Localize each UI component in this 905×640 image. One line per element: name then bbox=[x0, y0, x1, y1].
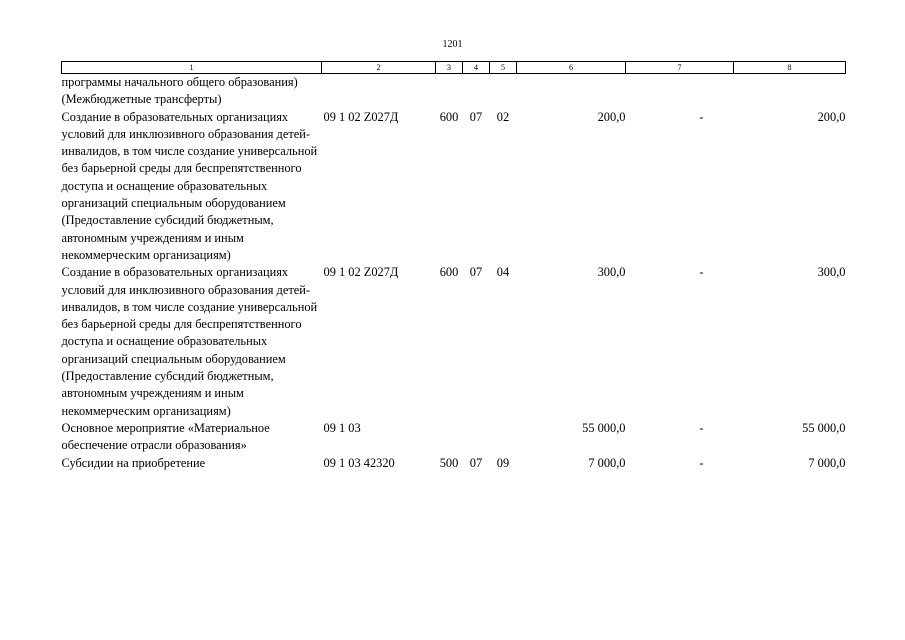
budget-table bbox=[61, 61, 846, 472]
row-pr: 09 bbox=[496, 455, 510, 470]
row-sum-3 bbox=[734, 74, 846, 109]
row-name: Основное мероприятие «Материальное обеспечение отрасли образования» bbox=[61, 420, 270, 453]
table-row bbox=[62, 264, 846, 420]
row-sum-1 bbox=[517, 74, 626, 109]
row-sum-2: - bbox=[699, 420, 704, 435]
row-sum-3: 55 000,0 bbox=[802, 420, 846, 435]
row-code: 09 1 03 bbox=[323, 420, 361, 435]
column-header: 6 bbox=[517, 62, 626, 74]
row-name: Субсидии на приобретение bbox=[61, 455, 206, 470]
row-rz: 07 bbox=[469, 109, 483, 124]
row-code: 09 1 02 Z027Д bbox=[323, 265, 399, 280]
row-sum-1: 7 000,0 bbox=[588, 455, 626, 470]
row-vr: 600 bbox=[439, 109, 459, 124]
row-pr: 02 bbox=[496, 109, 510, 124]
row-sum-3: 300,0 bbox=[817, 265, 846, 280]
row-code: 09 1 02 Z027Д bbox=[323, 109, 399, 124]
table-row bbox=[62, 74, 846, 109]
row-code: 09 1 03 42320 bbox=[323, 455, 395, 470]
column-header: 7 bbox=[626, 62, 734, 74]
row-name: Создание в образовательных организациях условий для инклюзивного образования детей-инвалидов, в том числе создание универсальной без барьерной среды для беспрепятственного доступа и оснащение образовательных организаций специальным оборудованием (Предоставление субсидий бюджетным, автономным учреждениям и иным некоммерческим организациям) bbox=[61, 109, 318, 262]
row-pr bbox=[490, 74, 517, 109]
row-sum-3: 200,0 bbox=[817, 109, 846, 124]
row-sum-2: - bbox=[699, 455, 704, 470]
row-sum-1: 55 000,0 bbox=[582, 420, 626, 435]
row-rz: 07 bbox=[469, 455, 483, 470]
row-rz bbox=[463, 420, 490, 455]
table-row bbox=[62, 455, 846, 472]
row-sum-2: - bbox=[699, 265, 704, 280]
column-number-row bbox=[62, 62, 846, 74]
row-name: Создание в образовательных организациях условий для инклюзивного образования детей-инвалидов, в том числе создание универсальной без барьерной среды для беспрепятственного доступа и оснащение образовательных организаций специальным оборудованием (Предоставление субсидий бюджетным, автономным учреждениям и иным некоммерческим организациям) bbox=[61, 265, 318, 418]
column-header: 2 bbox=[322, 62, 436, 74]
row-sum-1: 300,0 bbox=[597, 265, 626, 280]
row-vr bbox=[436, 420, 463, 455]
table-row bbox=[62, 109, 846, 265]
row-rz: 07 bbox=[469, 265, 483, 280]
row-sum-2 bbox=[626, 74, 734, 109]
row-pr: 04 bbox=[496, 265, 510, 280]
row-code bbox=[322, 74, 436, 109]
row-sum-3: 7 000,0 bbox=[808, 455, 846, 470]
row-sum-2: - bbox=[699, 109, 704, 124]
row-vr: 600 bbox=[439, 265, 459, 280]
row-vr: 500 bbox=[439, 455, 459, 470]
row-name: программы начального общего образования) (Межбюджетные трансферты) bbox=[61, 75, 298, 107]
column-header: 5 bbox=[490, 62, 517, 74]
row-sum-1: 200,0 bbox=[597, 109, 626, 124]
table-row bbox=[62, 420, 846, 455]
row-vr bbox=[436, 74, 463, 109]
column-header: 4 bbox=[463, 62, 490, 74]
row-pr bbox=[490, 420, 517, 455]
column-header: 3 bbox=[436, 62, 463, 74]
column-header: 1 bbox=[62, 62, 322, 74]
page-number: 1201 bbox=[442, 39, 463, 50]
row-rz bbox=[463, 74, 490, 109]
column-header: 8 bbox=[734, 62, 846, 74]
